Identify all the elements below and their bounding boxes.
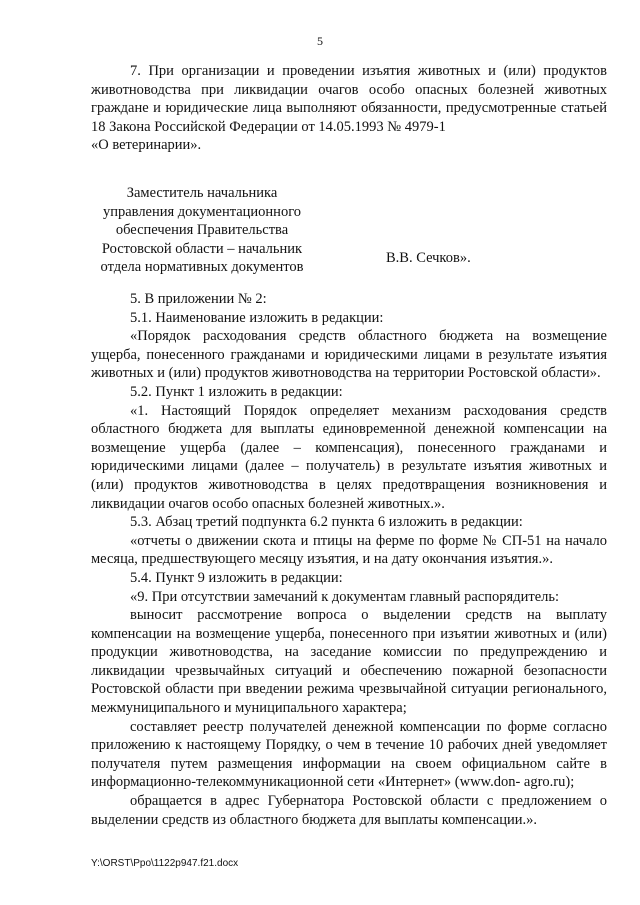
signature-name: В.В. Сечков». [386,250,471,266]
s54-paragraph-1: выносит рассмотрение вопроса о выделении средств на выплату компенсации на возмещение ущерба, понесенного при изъятии животных и (или) продукции животноводства, на заседание комиссии по предупреждению и ликвидации чрезвычайных ситуаций и обеспечению пожарной безопасности Ростовской области при введении режима чрезвычайной ситуации регионального, межмуниципального и муниципального характера; [91,607,608,717]
section-5-block [91,290,607,829]
item-7-block [91,62,607,155]
page-number: 5 [317,34,323,48]
s51-heading: 5.1. Наименование изложить в редакции: [130,309,384,326]
s54-paragraph-3: обращается в адрес Губернатора Ростовской области с предложением о выделении средств из областного бюджета для выплаты компенсации.». [91,793,607,828]
s53-text: «отчеты о движении скота и птицы на ферме по форме № СП-51 на начало месяца, предшествующего месяцу изъятия, и на дату окончания изъятия.». [91,532,608,568]
s52-heading: 5.2. Пункт 1 изложить в редакции: [130,383,343,400]
s54-intro: «9. При отсутствии замечаний к документам главный распорядитель: [130,588,560,605]
section-5-heading: 5. В приложении № 2: [130,291,267,307]
s51-text: «Порядок расходования средств областного бюджета на возмещение ущерба, понесенного гражданами и юридическими лицами в результате изъятия животных и (или) продуктов животноводства на территории Ростовской области». [91,328,607,382]
signature-position: Заместитель начальника управления документационного обеспечения Правительства Ростовской области – начальник отдела нормативных документов [100,185,304,276]
s54-heading: 5.4. Пункт 9 изложить в редакции: [130,569,343,586]
s52-text: «1. Настоящий Порядок определяет механизм расходования средств областного бюджета для выплаты единовременной денежной компенсации на возмещение ущерба (далее – компенсация), понесенного гражданами и юридическими лицами (далее – получатель) в результате изъятия животных и (или) продуктов животноводства в целях предотвращения возникновения и ликвидации очагов особо опасных болезней животных.». [91,402,608,512]
s54-paragraph-2: составляет реестр получателей денежной компенсации по форме согласно приложению к настоящему Порядку, о чем в течение 10 рабочих дней уведомляет получателя путем размещения информации на своем официальном сайте в информационно-телекоммуникационной сети «Интернет» (www.don- agro.ru); [91,718,608,791]
s53-heading: 5.3. Абзац третий подпункта 6.2 пункта 6 изложить в редакции: [130,514,523,531]
file-path-footer: Y:\ORST\Ppo\1122p947.f21.docx [91,858,239,869]
item-7-end: «О ветеринарии». [91,137,202,154]
item-7-text: 7. При организации и проведении изъятия животных и (или) продуктов животноводства при ликвидации очагов особо опасных болезней животных граждане и юридические лица выполняют обязанности, предусмотренные статьей 18 Закона Российской Федерации от 14.05.1993 № 4979-1 [91,63,607,135]
